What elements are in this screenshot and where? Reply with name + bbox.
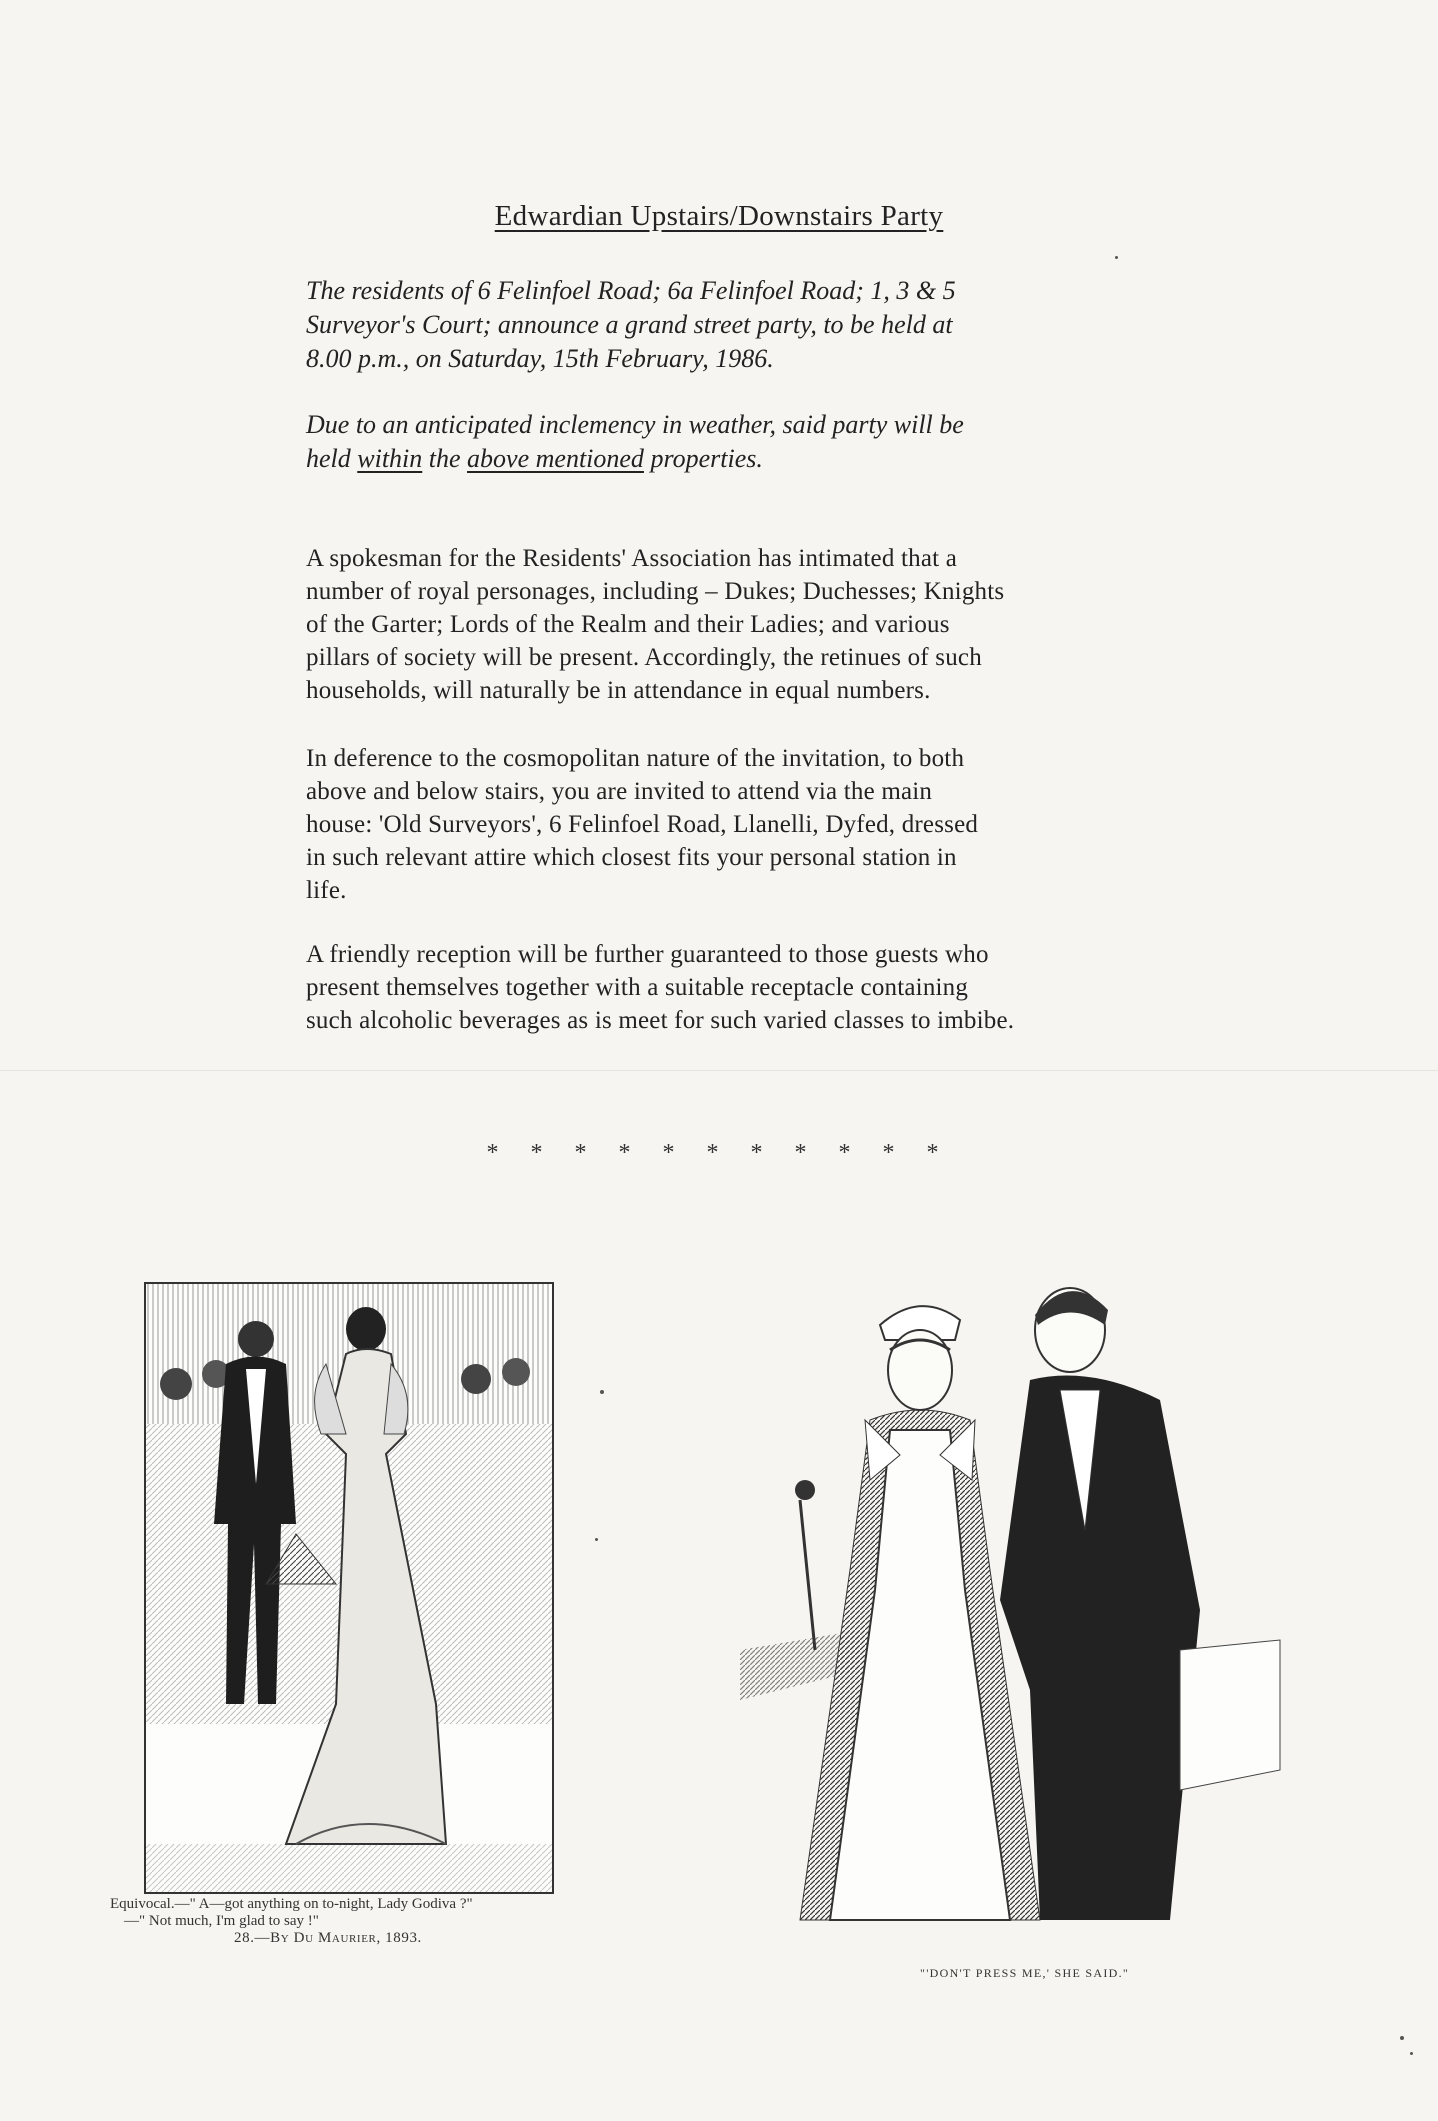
paper-speck: [595, 1538, 598, 1541]
announcement-line: The residents of 6 Felinfoel Road; 6a Felinfoel Road; 1, 3 & 5: [306, 276, 956, 305]
announcement-line: 8.00 p.m., on Saturday, 15th February, 1986.: [306, 344, 774, 373]
right-illustration-caption: "'DON'T PRESS ME,' SHE SAID.": [920, 1966, 1130, 1980]
reception-paragraph: A friendly reception will be further guaranteed to those guests who present themselves together with a suitable receptacle containing such alcoholic beverages as is meet for such varied classes to imbibe.: [306, 941, 1015, 1034]
paper-speck: [600, 1390, 604, 1394]
ballroom-illustration: [144, 1282, 554, 1894]
asterisk-separator: * * * * * * * * * * *: [486, 1140, 952, 1166]
invitation-paragraph: In deference to the cosmopolitan nature of the invitation, to both above and below stairs, you are invited to attend via the main house: 'Old Surveyors', 6 Felinfoel Road, Llanelli, Dyfed, dressed in such relevant attire which closest fits your personal station in life.: [306, 745, 979, 904]
fold-line: [0, 1070, 1438, 1071]
left-illustration-caption: Equivocal.—" A—got anything on to-night, Lady Godiva ?" —" Not much, I'm glad to say !" 28.—By Du Maurier, 1893.: [110, 1896, 473, 1946]
ballroom-engraving-svg: [146, 1284, 552, 1892]
paper-speck: [1400, 2036, 1404, 2040]
maid-gentleman-engraving-svg: [740, 1270, 1300, 1950]
paper-speck: [1115, 256, 1118, 259]
announcement-line: Surveyor's Court; announce a grand street party, to be held at: [306, 310, 953, 339]
weather-line: Due to an anticipated inclemency in weather, said party will be: [306, 410, 964, 439]
page-title: Edwardian Upstairs/Downstairs Party: [494, 200, 944, 232]
guests-paragraph: A spokesman for the Residents' Association has intimated that a number of royal personages, including – Dukes; Duchesses; Knights of the Garter; Lords of the Realm and their Ladies; and various pillars of society will be present. Accordingly, the retinues of such households, will naturally be in attendance in equal numbers.: [306, 545, 1005, 704]
party-announcement: [306, 274, 1066, 376]
weather-line: held within the above mentioned properties.: [306, 444, 763, 473]
maid-gentleman-illustration: [740, 1270, 1300, 1950]
weather-notice: [306, 408, 1066, 476]
paper-speck: [1410, 2052, 1413, 2055]
